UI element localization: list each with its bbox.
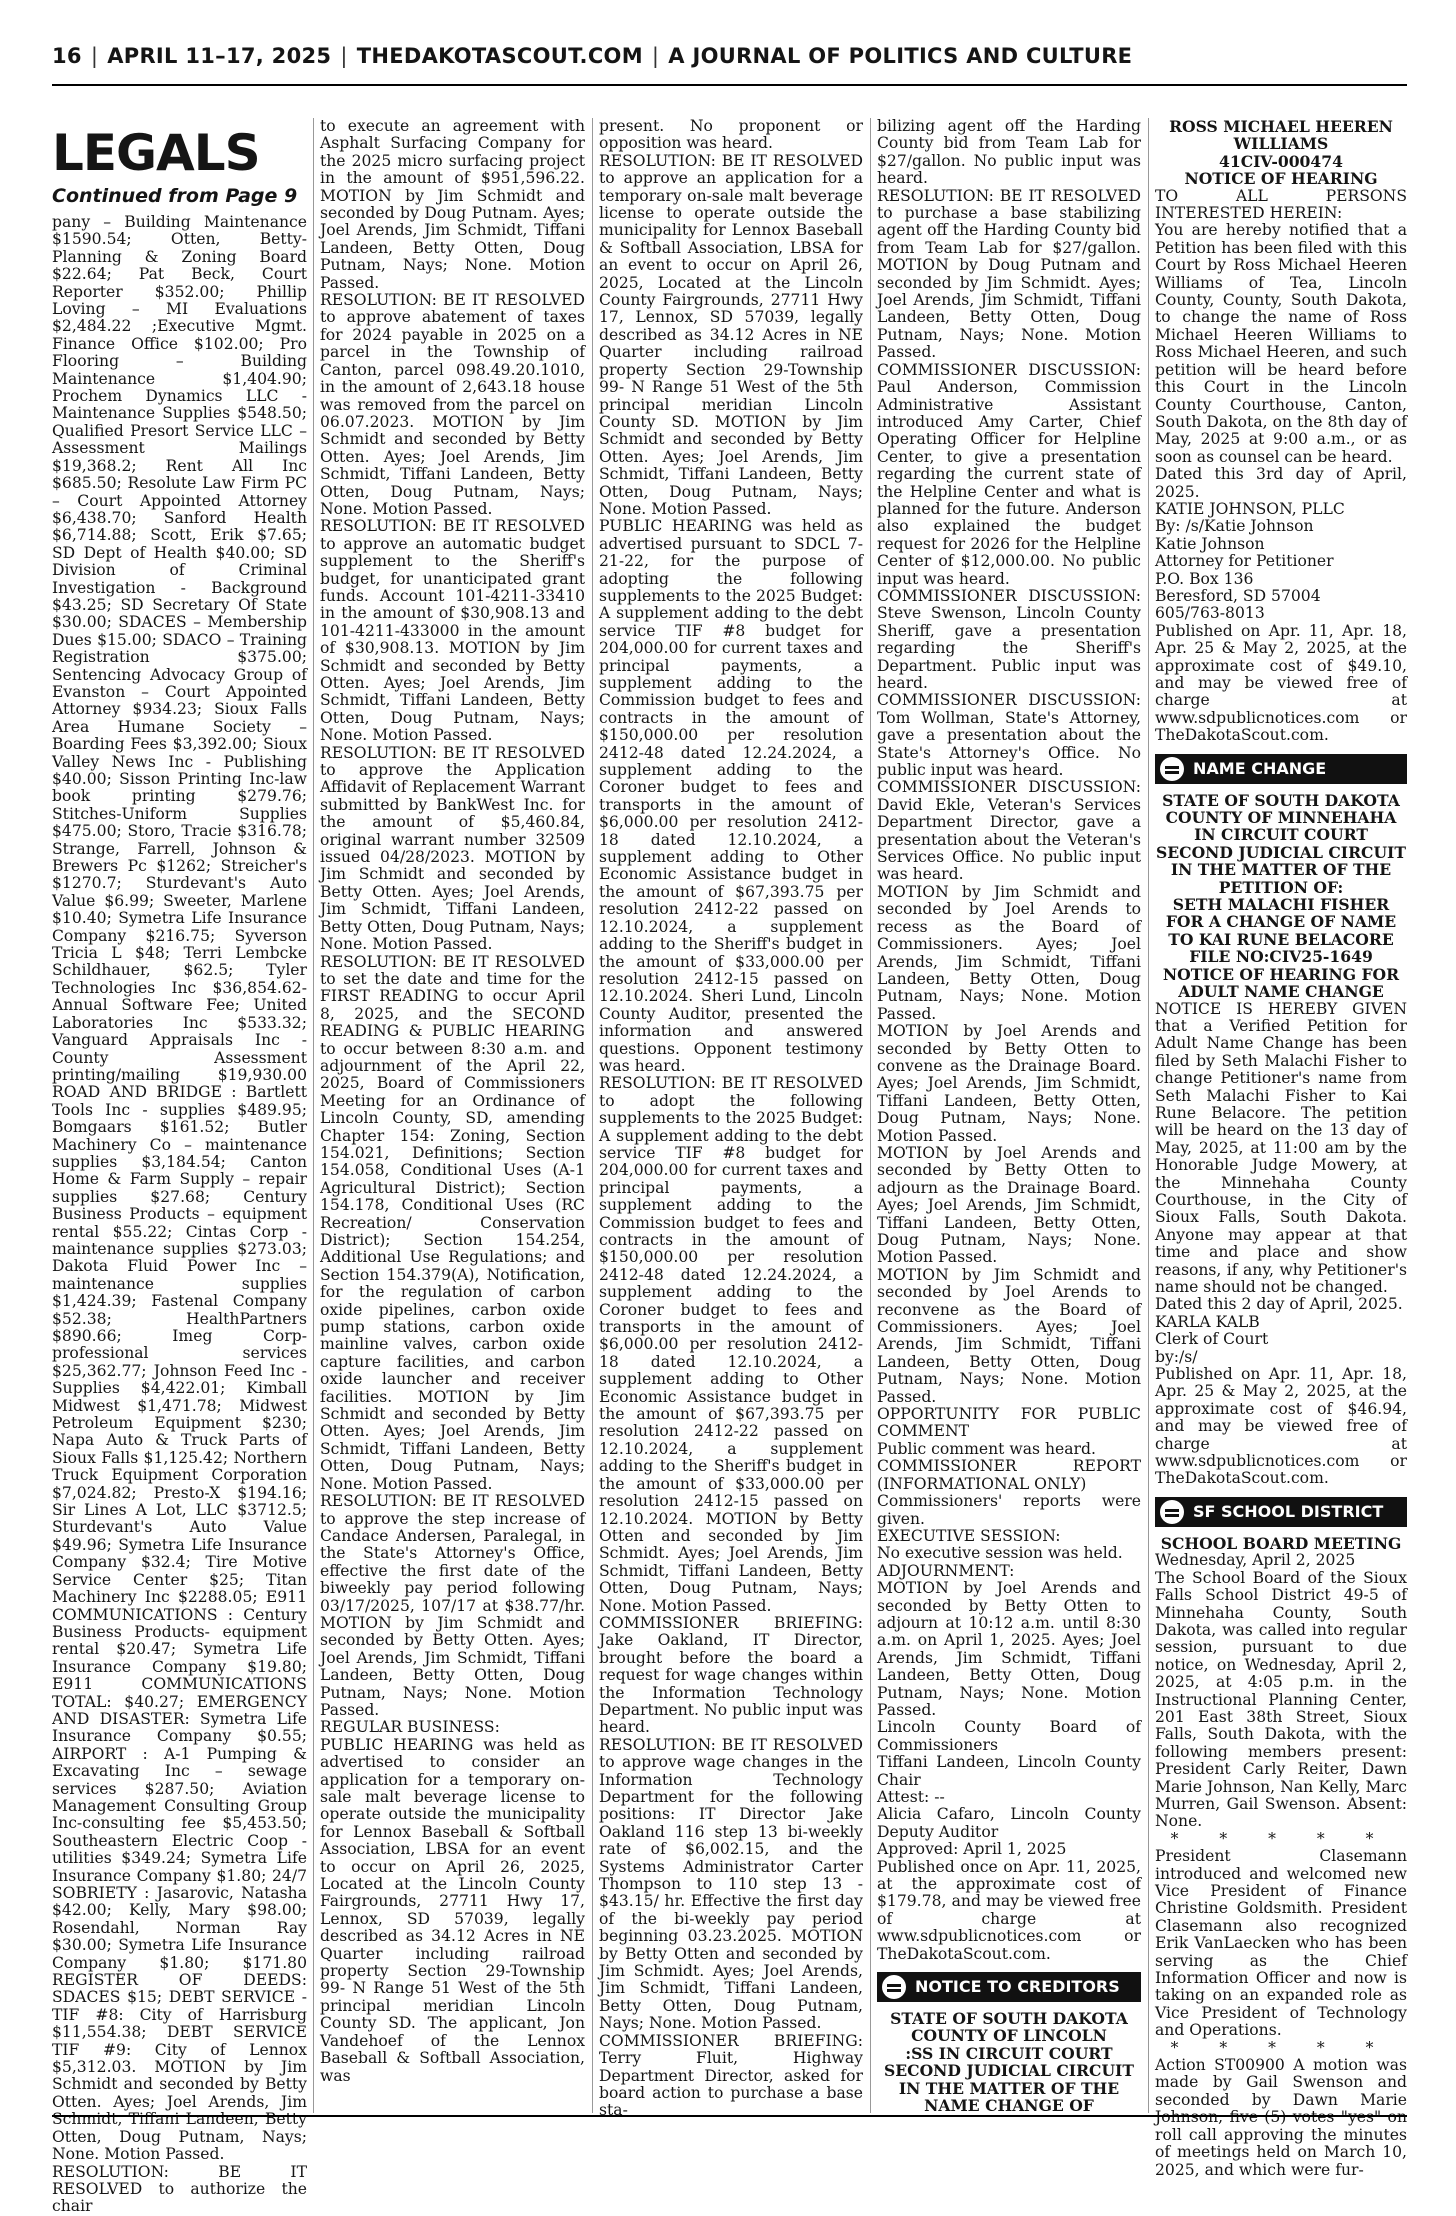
legal-notice-text: NOTICE IS HEREBY GIVEN that a Verified Petition for Adult Name Change has been filed by Seth Malachi Fisher to change Petitioner's name from Seth Malachi Fisher to Kai Rune Belacore. The petition will be heard on the 13 day of May, 2025, at 11:00 am by the Honorable Judge Mowery, at the Minnehaha County Courthouse, in the City of Sioux Falls, South Dakota. Anyone may appear at that time and place and show reasons, if any, why Petitioner's name should not be changed. Dated this 2 day of April, 2025. KARLA KALB Clerk of Court by:/s/ Published on Apr. 11, Apr. 18, Apr. 25 & May 2, 2025, at the approximate cost of $46.94, and may be viewed free of charge at www.sdpublicnotices.com or TheDakotaScout.com. bbox=[1155, 999, 1407, 1488]
tagline: A JOURNAL OF POLITICS AND CULTURE bbox=[668, 44, 1133, 68]
section-banner-sf-school-district bbox=[1155, 1497, 1407, 1527]
page-number: 16 bbox=[52, 44, 82, 68]
section-title: LEGALS bbox=[52, 124, 260, 182]
column-divider bbox=[592, 118, 593, 2113]
column-divider bbox=[1148, 118, 1149, 2113]
issue-date: APRIL 11–17, 2025 bbox=[107, 44, 332, 68]
legal-notice-text: pany – Building Maintenance $1590.54; Otten, Betty-Planning & Zoning Board $22.64; Pat Beck, Court Reporter $352.00; Phillip Loving – MI Evaluations $2,484.22 ;Executive Mgmt. Finance Office $102.00; Pro Flooring – Building Maintenance $1,404.90; Prochem Dynamics LLC -Maintenance Supplies $548.50; Qualified Presort Service LLC – Assessment Mailings $19,368.2; Rent All Inc $685.50; Resolute Law Firm PC – Court Appointed Attorney $6,438.70; Sanford Health $6,714.88; Scott, Erik $7.65; SD Dept of Health $40.00; SD Division of Criminal Investigation - Background $43.25; SD Secretary Of State $30.00; SDACES – Membership Dues $15.00; SDACO – Training Registration $375.00; Sentencing Advocacy Group of Evanston – Court Appointed Attorney $934.23; Sioux Falls Area Humane Society – Boarding Fees $3,392.00; Sioux Valley News Inc - Publishing $40.00; Sisson Printing Inc-law book printing $279.76; Stitches-Uniform Supplies $475.00; Storo, Tracie $316.78; Strange, Farrell, Johnson & Brewers Pc $1262; Streicher's $1270.7; Sturdevant's Auto Value $6.99; Sweeter, Marlene $10.40; Symetra Life Insurance Company $216.75; Syverson Tricia L $48; Terri Lembcke Schildhauer, $62.5; Tyler Technologies Inc $36,854.62-Annual Software Fee; United Laboratories Inc $533.32; Vanguard Appraisals Inc -County Assessment printing/mailing $19,930.00 ROAD AND BRIDGE : Bartlett Tools Inc - supplies $489.95; Bomgaars $161.52; Butler Machinery Co – maintenance supplies $3,184.54; Canton Home & Farm Supply – repair supplies $27.68; Century Business Products – equipment rental $55.22; Cintas Corp - maintenance supplies $273.03; Dakota Fluid Power Inc – maintenance supplies $1,424.39; Fastenal Company $52.38; HealthPartners $890.66; Imeg Corp- professional services $25,362.77; Johnson Feed Inc -Supplies $4,422.01; Kimball Midwest $1,471.78; Midwest Petroleum Equipment $230; Napa Auto & Truck Parts of Sioux Falls $1,125.42; Northern Truck Equipment Corporation $7,024.82; Presto-X $194.16; Sir Lines A Lot, LLC $3712.5; Sturdevant's Auto Value $49.96; Symetra Life Insurance Company $32.4; Tire Motive Service Center $25; Titan Machinery Inc $2288.05; E911 COMMUNICATIONS : Century Business Products- equipment rental $20.47; Symetra Life Insurance Company $19.80; E911 COMMUNICATIONS TOTAL: $40.27; EMERGENCY AND DISASTER: Symetra Life Insurance Company $0.55; AIRPORT : A-1 Pumping & Excavating Inc – sewage services $287.50; Aviation Management Consulting Group Inc-consulting fee $5,453.50; Southeastern Electric Coop - utilities $349.24; Symetra Life Insurance Company $1.80; 24/7 SOBRIETY : Jasarovic, Natasha $42.00; Kelly, Mary $98.00; Rosendahl, Norman Ray $30.00; Symetra Life Insurance Company $1.80; $171.80 REGISTER OF DEEDS: SDACES $15; DEBT SERVICE - TIF #8: City of Harrisburg $11,554.38; DEBT SERVICE TIF #9: City of Lennox $5,312.03. MOTION by Jim Schmidt and seconded by Betty Otten. Ayes; Joel Arends, Jim Schmidt, Tiffani Landeen, Betty Otten, Doug Putnam, Nays; None. Motion Passed. RESOLUTION: BE IT RESOLVED to authorize the chair bbox=[52, 213, 307, 2216]
page-header bbox=[52, 44, 1407, 74]
site-name: THEDAKOTASCOUT.COM bbox=[356, 44, 643, 68]
legal-notice-text: bilizing agent off the Harding County bid from Team Lab for $27/gallon. No public input was heard. RESOLUTION: BE IT RESOLVED to purchase a base stabilizing agent off the Harding County bid from Team Lab for $27/gallon. MOTION by Doug Putnam and seconded by Jim Schmidt. Ayes; Joel Arends, Jim Schmidt, Tiffani Landeen, Betty Otten, Doug Putnam, Nays; None. Motion Passed. COMMISSIONER DISCUSSION: Paul Anderson, Commission Administrative Assistant introduced Amy Carter, Chief Operating Officer for Helpline Center, to give a presentation regarding the current state of the Helpline Center and what is planned for the future. Anderson also explained the budget request for 2026 for the Helpline Center of $12,000.00. No public input was heard. COMMISSIONER DISCUSSION: Steve Swenson, Lincoln County Sheriff, gave a presentation regarding the Sheriff's Department. Public input was heard. COMMISSIONER DISCUSSION: Tom Wollman, State's Attorney, gave a presentation about the State's Attorney's Office. No public input was heard. COMMISSIONER DISCUSSION: David Ekle, Veteran's Services Department Director, gave a presentation about the Veteran's Services Office. No public input was heard. MOTION by Jim Schmidt and seconded by Joel Arends to recess as the Board of Commissioners. Ayes; Joel Arends, Jim Schmidt, Tiffani Landeen, Betty Otten, Doug Putnam, Nays; None. Motion Passed. MOTION by Joel Arends and seconded by Betty Otten to convene as the Drainage Board. Ayes; Joel Arends, Jim Schmidt, Tiffani Landeen, Betty Otten, Doug Putnam, Nays; None. Motion Passed. MOTION by Joel Arends and seconded by Betty Otten to adjourn as the Drainage Board. Ayes; Joel Arends, Jim Schmidt, Tiffani Landeen, Betty Otten, Doug Putnam, Nays; None. Motion Passed. MOTION by Jim Schmidt and seconded by Joel Arends to reconvene as the Board of Commissioners. Ayes; Joel Arends, Jim Schmidt, Tiffani Landeen, Betty Otten, Doug Putnam, Nays; None. Motion Passed. OPPORTUNITY FOR PUBLIC COMMENT Public comment was heard. COMMISSIONER REPORT (INFORMATIONAL ONLY) Commissioners' reports were given. EXECUTIVE SESSION: No executive session was held. ADJOURNMENT: MOTION by Joel Arends and seconded by Betty Otten to adjourn at 10:12 a.m. until 8:30 a.m. on April 1, 2025. Ayes; Joel Arends, Jim Schmidt, Tiffani Landeen, Betty Otten, Doug Putnam, Nays; None. Motion Passed. Lincoln County Board of Commissioners Tiffani Landeen, Lincoln County Chair Attest: -- Alicia Cafaro, Lincoln County Deputy Auditor Approved: April 1, 2025 Published once on Apr. 11, 2025, at the approximate cost of $179.78, and may be viewed free of charge at www.sdpublicnotices.com or TheDakotaScout.com. bbox=[877, 117, 1141, 1963]
column-1 bbox=[52, 118, 307, 2216]
banner-label: SF SCHOOL DISTRICT bbox=[1193, 1502, 1384, 1522]
separator-stars: * * * * * bbox=[1170, 1829, 1392, 1848]
header-rule bbox=[52, 84, 1407, 86]
notice-heading: STATE OF SOUTH DAKOTA COUNTY OF LINCOLN :SS IN CIRCUIT COURT SECOND JUDICIAL CIRCUIT IN THE MATTER OF THE NAME CHANGE OF bbox=[884, 2009, 1134, 2116]
continued-note: Continued from Page 9 bbox=[52, 185, 298, 207]
notice-heading: SCHOOL BOARD MEETING bbox=[1160, 1533, 1402, 1553]
scout-logo-icon bbox=[1160, 1500, 1184, 1524]
section-banner-notice-to-creditors bbox=[877, 1972, 1141, 2002]
header-separator: | bbox=[340, 44, 348, 68]
banner-label: NAME CHANGE bbox=[1193, 758, 1327, 778]
scout-logo-icon bbox=[1160, 757, 1184, 781]
legal-notice-text: present. No proponent or opposition was heard. RESOLUTION: BE IT RESOLVED to approve an application for a temporary on-sale malt beverage license to operate outside the municipality for Lennox Baseball & Softball Association, LBSA for an event to occur on April 26, 2025, Located at the Lincoln County Fairgrounds, 27711 Hwy 17, Lennox, SD 57039, legally described as 34.12 Acres in NE Quarter including railroad property Section 29-Township 99- N Range 51 West of the 5th principal meridian Lincoln County SD. MOTION by Jim Schmidt and seconded by Betty Otten. Ayes; Joel Arends, Jim Schmidt, Tiffani Landeen, Betty Otten, Doug Putnam, Nays; None. Motion Passed. PUBLIC HEARING was held as advertised pursuant to SDCL 7-21-22, for the purpose of adopting the following supplements to the 2025 Budget: A supplement adding to the debt service TIF #8 budget for 204,000.00 for current taxes and principal payments, a supplement adding to the Commission budget to fees and contracts in the amount of $150,000.00 per resolution 2412-48 dated 12.24.2024, a supplement adding to the Coroner budget to fees and transports in the amount of $6,000.00 per resolution 2412-18 dated 12.10.2024, a supplement adding to Other Economic Assistance budget in the amount of $67,393.75 per resolution 2412-22 passed on 12.10.2024, a supplement adding to the Sheriff's budget in the amount of $33,000.00 per resolution 2412-15 passed on 12.10.2024. Sheri Lund, Lincoln County Auditor, presented the information and answered questions. Opponent testimony was heard. RESOLUTION: BE IT RESOLVED to adopt the following supplements to the 2025 Budget: A supplement adding to the debt service TIF #8 budget for 204,000.00 for current taxes and principal payments, a supplement adding to the Commission budget to fees and contracts in the amount of $150,000.00 per resolution 2412-48 dated 12.24.2024, a supplement adding to the Coroner budget to fees and transports in the amount of $6,000.00 per resolution 2412-18 dated 12.10.2024, a supplement adding to Other Economic Assistance budget in the amount of $67,393.75 per resolution 2412-22 passed on 12.10.2024, a supplement adding to the Sheriff's budget in the amount of $33,000.00 per resolution 2412-15 passed on 12.10.2024. MOTION by Betty Otten and seconded by Jim Schmidt. Ayes; Joel Arends, Jim Schmidt, Tiffani Landeen, Betty Otten, Doug Putnam, Nays; None. Motion Passed. COMMISSIONER BRIEFING: Jake Oakland, IT Director, brought before the board a request for wage changes within the Information Technology Department. No public input was heard. RESOLUTION: BE IT RESOLVED to approve wage changes in the Information Technology Department for the following positions: IT Director Jake Oakland 116 step 13 bi-weekly rate of $6,002.15, and the Systems Administrator Carter Thompson to 110 step 13 - $43.15/ hr. Effective the first day of the bi-weekly pay period beginning 03.23.2025. MOTION by Betty Otten and seconded by Jim Schmidt. Ayes; Joel Arends, Jim Schmidt, Tiffani Landeen, Betty Otten, Doug Putnam, Nays; None. Motion Passed. COMMISSIONER BRIEFING: Terry Fluit, Highway Department Director, asked for board action to purchase a base sta- bbox=[599, 117, 863, 2120]
footer-rule bbox=[52, 2115, 1407, 2117]
legal-notice-text: to execute an agreement with Asphalt Surfacing Company for the 2025 micro surfacing project in the amount of $951,596.22. MOTION by Jim Schmidt and seconded by Doug Putnam. Ayes; Joel Arends, Jim Schmidt, Tiffani Landeen, Betty Otten, Doug Putnam, Nays; None. Motion Passed. RESOLUTION: BE IT RESOLVED to approve abatement of taxes for 2024 payable in 2025 on a parcel in the Township of Canton, parcel 098.49.20.1010, in the amount of 2,643.18 house was removed from the parcel on 06.07.2023. MOTION by Jim Schmidt and seconded by Betty Otten. Ayes; Joel Arends, Jim Schmidt, Tiffani Landeen, Betty Otten, Doug Putnam, Nays; None. Motion Passed. RESOLUTION: BE IT RESOLVED to approve an automatic budget supplement to the Sheriff's budget, for unanticipated grant funds. Account 101-4211-33410 in the amount of $30,908.13 and 101-4211-433000 in the amount of $30,908.13. MOTION by Jim Schmidt and seconded by Betty Otten. Ayes; Joel Arends, Jim Schmidt, Tiffani Landeen, Betty Otten, Doug Putnam, Nays; None. Motion Passed. RESOLUTION: BE IT RESOLVED to approve the Application Affidavit of Replacement Warrant submitted by BankWest Inc. for the amount of $5,460.84, original warrant number 32509 issued 04/28/2023. MOTION by Jim Schmidt and seconded by Betty Otten. Ayes; Joel Arends, Jim Schmidt, Tiffani Landeen, Betty Otten, Doug Putnam, Nays; None. Motion Passed. RESOLUTION: BE IT RESOLVED to set the date and time for the FIRST READING to occur April 8, 2025, and the SECOND READING & PUBLIC HEARING to occur between 8:30 a.m. and adjournment of the April 22, 2025, Board of Commissioners Meeting for an Ordinance of Lincoln County, SD, amending Chapter 154: Zoning, Section 154.021, Definitions; Section 154.058, Conditional Uses (A-1 Agricultural District); Section 154.178, Conditional Uses (RC Recreation/ Conservation District); Section 154.254, Additional Use Regulations; and Section 154.379(A), Notification, for the regulation of carbon oxide pipelines, carbon oxide pump stations, carbon oxide mainline valves, carbon oxide capture facilities, and carbon oxide launcher and receiver facilities. MOTION by Jim Schmidt and seconded by Betty Otten. Ayes; Joel Arends, Jim Schmidt, Tiffani Landeen, Betty Otten, Doug Putnam, Nays; None. Motion Passed. RESOLUTION: BE IT RESOLVED to approve the step increase of Candace Andersen, Paralegal, in the State's Attorney's Office, effective the first date of the biweekly pay period following 03/17/2025, 107/17 at $38.77/hr. MOTION by Jim Schmidt and seconded by Betty Otten. Ayes; Joel Arends, Jim Schmidt, Tiffani Landeen, Betty Otten, Doug Putnam, Nays; None. Motion Passed. REGULAR BUSINESS: PUBLIC HEARING was held as advertised to consider an application for a temporary on-sale malt beverage license to operate outside the municipality for Lennox Baseball & Softball Association, LBSA for an event to occur on April 26, 2025, Located at the Lincoln County Fairgrounds, 27711 Hwy 17, Lennox, SD 57039, legally described as 34.12 Acres in NE Quarter including railroad property Section 29-Township 99- N Range 51 West of the 5th principal meridian Lincoln County SD. The applicant, Jon Vandehoef of the Lennox Baseball & Softball Association, was bbox=[320, 117, 585, 2085]
column-5 bbox=[1155, 117, 1407, 2179]
notice-heading: ROSS MICHAEL HEEREN WILLIAMS 41CIV-000474 NOTICE OF HEARING bbox=[1169, 117, 1393, 189]
scout-logo-icon bbox=[882, 1975, 906, 1999]
notice-heading: STATE OF SOUTH DAKOTA COUNTY OF MINNEHAHA IN CIRCUIT COURT SECOND JUDICIAL CIRCUIT IN THE MATTER OF THE PETITION OF: SETH MALACHI FISHER FOR A CHANGE OF NAME TO KAI RUNE BELACORE FILE NO:CIV25-1649 NOTICE OF HEARING FOR ADULT NAME CHANGE bbox=[1156, 790, 1406, 1002]
header-separator: | bbox=[651, 44, 660, 68]
column-divider bbox=[313, 118, 314, 2113]
header-separator: | bbox=[90, 44, 99, 68]
section-banner-name-change bbox=[1155, 754, 1407, 784]
column-divider bbox=[870, 118, 871, 2113]
banner-label: NOTICE TO CREDITORS bbox=[915, 1977, 1120, 1997]
separator-stars: * * * * * bbox=[1170, 2038, 1392, 2057]
legal-notice-text: TO ALL PERSONS INTERESTED HEREIN: You are hereby notified that a Petition has been filed with this Court by Ross Michael Heeren Williams of Tea, Lincoln County, County, South Dakota, to change the name of Ross Michael Heeren Williams to Ross Michael Heeren, and such petition will be heard before this Court in the Lincoln County Courthouse, Canton, South Dakota, on the 8th day of May, 2025 at 9:00 a.m., or as soon as counsel can be heard. Dated this 3rd day of April, 2025. KATIE JOHNSON, PLLC By: /s/Katie Johnson Katie Johnson Attorney for Petitioner P.O. Box 136 Beresford, SD 57004 605/763-8013 Published on Apr. 11, Apr. 18, Apr. 25 & May 2, 2025, at the approximate cost of $49.10, and may be viewed free of charge at www.sdpublicnotices.com or TheDakotaScout.com. bbox=[1155, 186, 1407, 745]
column-4 bbox=[877, 117, 1141, 2116]
legal-notice-text: Wednesday, April 2, 2025 The School Board of the Sioux Falls School District 49-5 of Minnehaha County, South Dakota, was called into regular session, pursuant to due notice, on Wednesday, April 2, 2025, at 4:05 p.m. in the Instructional Planning Center, 201 East 38th Street, Sioux Falls, South Dakota, with the following members present: President Carly Reiter, Dawn Marie Johnson, Nan Kelly, Marc Murren, Gail Swenson. Absent: None. bbox=[1155, 1551, 1407, 1831]
column-2 bbox=[320, 118, 585, 2113]
legal-notice-text: President Clasemann introduced and welcomed new Vice President of Finance Christine Goldsmith. President Clasemann also recognized Erik VanLaecken who has been serving as the Chief Information Officer and now is taking on an expanded role as Vice President of Technology and Operations. bbox=[1155, 1847, 1407, 2040]
legal-notice-text: Action ST00900 A motion was made by Gail Swenson and seconded by Dawn Marie Johnson, five (5) votes "yes" on roll call approving the minutes of meetings held on March 10, 2025, and which were fur- bbox=[1155, 2056, 1407, 2179]
column-3 bbox=[599, 117, 863, 2120]
